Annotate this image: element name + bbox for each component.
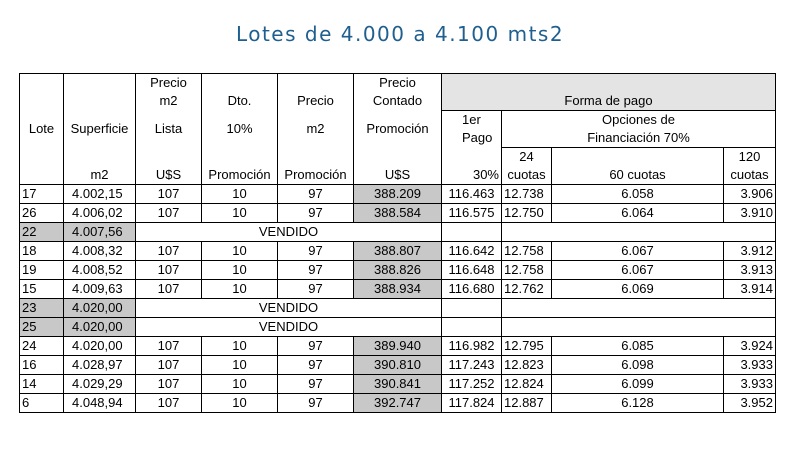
dto-cell: 10 (202, 355, 278, 374)
superficie-cell: 4.009,63 (64, 279, 136, 298)
superficie-cell: 4.002,15 (64, 184, 136, 203)
contado-cell: 389.940 (354, 336, 442, 355)
precio-lista-cell: 107 (136, 336, 202, 355)
precio-promocion-cell: 97 (278, 184, 354, 203)
superficie-cell: 4.020,00 (64, 298, 136, 317)
page-title: Lotes de 4.000 a 4.100 mts2 (235, 22, 565, 46)
cuotas-24-cell: 12.823 (502, 355, 552, 374)
cuotas-24-cell: 12.738 (502, 184, 552, 203)
cuotas-24-cell: 12.887 (502, 393, 552, 412)
table-row-sold (20, 298, 776, 317)
lote-cell: 6 (20, 393, 64, 412)
cuotas-24-cell: 12.795 (502, 336, 552, 355)
cuotas-60-cell: 6.067 (552, 260, 724, 279)
cuotas-120-cell: 3.924 (724, 336, 776, 355)
table-row-sold (20, 222, 776, 241)
dto-cell: 10 (202, 393, 278, 412)
superficie-cell: 4.008,32 (64, 241, 136, 260)
superficie-cell: 4.006,02 (64, 203, 136, 222)
contado-cell: 388.934 (354, 279, 442, 298)
table-row (20, 184, 776, 203)
header-24-cuotas: 24 (502, 147, 552, 166)
primer-pago-cell: 116.982 (442, 336, 502, 355)
sold-label: VENDIDO (136, 222, 442, 241)
primer-pago-cell: 117.252 (442, 374, 502, 393)
superficie-cell: 4.020,00 (64, 317, 136, 336)
table-row (20, 355, 776, 374)
cuotas-24-cell: 12.758 (502, 241, 552, 260)
cuotas-24-cell: 12.762 (502, 279, 552, 298)
cuotas-24-cell: 12.758 (502, 260, 552, 279)
lote-cell: 25 (20, 317, 64, 336)
lote-cell: 23 (20, 298, 64, 317)
superficie-cell: 4.020,00 (64, 336, 136, 355)
precio-promocion-cell: 97 (278, 336, 354, 355)
table-row (20, 336, 776, 355)
header-precio-contado: Precio (354, 74, 442, 93)
cuotas-120-cell: 3.910 (724, 203, 776, 222)
header-dto: Dto. (202, 92, 278, 110)
table-row-sold (20, 317, 776, 336)
lote-cell: 22 (20, 222, 64, 241)
header-precio-promocion: Precio (278, 92, 354, 110)
lote-cell: 26 (20, 203, 64, 222)
primer-pago-cell: 116.680 (442, 279, 502, 298)
contado-cell: 388.826 (354, 260, 442, 279)
precio-promocion-cell: 97 (278, 203, 354, 222)
dto-cell: 10 (202, 374, 278, 393)
precio-lista-cell: 107 (136, 260, 202, 279)
precio-lista-cell: 107 (136, 279, 202, 298)
lote-cell: 19 (20, 260, 64, 279)
header-forma-de-pago: Forma de pago (442, 74, 776, 111)
cuotas-120-cell: 3.913 (724, 260, 776, 279)
dto-cell: 10 (202, 184, 278, 203)
table-row (20, 393, 776, 412)
precio-promocion-cell: 97 (278, 355, 354, 374)
table-header: Precio Precio Forma de pago m2 Dto. Precio Contado Lote Superficie Lista 10% m2 Promoción 1er Opciones de Pago Financiación 70% 24 120 m2 U$S Promoción Promoción U$S 30% cuotas 60 cuotas cuotas (20, 74, 776, 185)
precio-lista-cell: 107 (136, 203, 202, 222)
header-superficie: Superficie (64, 110, 136, 147)
lote-cell: 17 (20, 184, 64, 203)
table-row (20, 203, 776, 222)
primer-pago-cell: 116.575 (442, 203, 502, 222)
primer-pago-cell: 116.642 (442, 241, 502, 260)
cuotas-60-cell: 6.085 (552, 336, 724, 355)
cuotas-120-cell: 3.914 (724, 279, 776, 298)
precio-promocion-cell: 97 (278, 393, 354, 412)
cuotas-120-cell: 3.906 (724, 184, 776, 203)
precio-promocion-cell: 97 (278, 260, 354, 279)
superficie-cell: 4.048,94 (64, 393, 136, 412)
cuotas-24-cell: 12.750 (502, 203, 552, 222)
sold-label: VENDIDO (136, 317, 442, 336)
cuotas-60-cell: 6.099 (552, 374, 724, 393)
table-row (20, 374, 776, 393)
primer-pago-cell: 117.243 (442, 355, 502, 374)
dto-cell: 10 (202, 260, 278, 279)
lote-cell: 16 (20, 355, 64, 374)
table-row (20, 279, 776, 298)
table-body (20, 184, 776, 412)
table-row (20, 260, 776, 279)
header-120-cuotas: 120 (724, 147, 776, 166)
cuotas-60-cell: 6.128 (552, 393, 724, 412)
lote-cell: 24 (20, 336, 64, 355)
primer-pago-cell: 116.463 (442, 184, 502, 203)
lote-cell: 15 (20, 279, 64, 298)
contado-cell: 388.209 (354, 184, 442, 203)
contado-cell: 392.747 (354, 393, 442, 412)
header-primer-pago: 1er (442, 110, 502, 129)
contado-cell: 388.807 (354, 241, 442, 260)
cuotas-120-cell: 3.912 (724, 241, 776, 260)
contado-cell: 390.810 (354, 355, 442, 374)
precio-lista-cell: 107 (136, 241, 202, 260)
cuotas-60-cell: 6.098 (552, 355, 724, 374)
cuotas-60-cell: 6.067 (552, 241, 724, 260)
precio-promocion-cell: 97 (278, 241, 354, 260)
header-60-cuotas: 60 cuotas (552, 166, 724, 185)
precio-promocion-cell: 97 (278, 374, 354, 393)
superficie-cell: 4.028,97 (64, 355, 136, 374)
superficie-cell: 4.008,52 (64, 260, 136, 279)
cuotas-60-cell: 6.058 (552, 184, 724, 203)
primer-pago-cell: 117.824 (442, 393, 502, 412)
lots-table (19, 73, 776, 413)
superficie-cell: 4.029,29 (64, 374, 136, 393)
cuotas-60-cell: 6.064 (552, 203, 724, 222)
contado-cell: 388.584 (354, 203, 442, 222)
dto-cell: 10 (202, 279, 278, 298)
dto-cell: 10 (202, 241, 278, 260)
precio-lista-cell: 107 (136, 184, 202, 203)
cuotas-120-cell: 3.952 (724, 393, 776, 412)
cuotas-120-cell: 3.933 (724, 355, 776, 374)
contado-cell: 390.841 (354, 374, 442, 393)
primer-pago-cell: 116.648 (442, 260, 502, 279)
dto-cell: 10 (202, 203, 278, 222)
cuotas-120-cell: 3.933 (724, 374, 776, 393)
header-lote: Lote (20, 110, 64, 147)
table-row (20, 241, 776, 260)
precio-promocion-cell: 97 (278, 279, 354, 298)
precio-lista-cell: 107 (136, 393, 202, 412)
cuotas-60-cell: 6.069 (552, 279, 724, 298)
header-precio-m2: Precio (136, 74, 202, 93)
lote-cell: 14 (20, 374, 64, 393)
sold-label: VENDIDO (136, 298, 442, 317)
superficie-cell: 4.007,56 (64, 222, 136, 241)
cuotas-24-cell: 12.824 (502, 374, 552, 393)
precio-lista-cell: 107 (136, 374, 202, 393)
dto-cell: 10 (202, 336, 278, 355)
header-opciones: Opciones de (502, 110, 776, 129)
precio-lista-cell: 107 (136, 355, 202, 374)
lote-cell: 18 (20, 241, 64, 260)
